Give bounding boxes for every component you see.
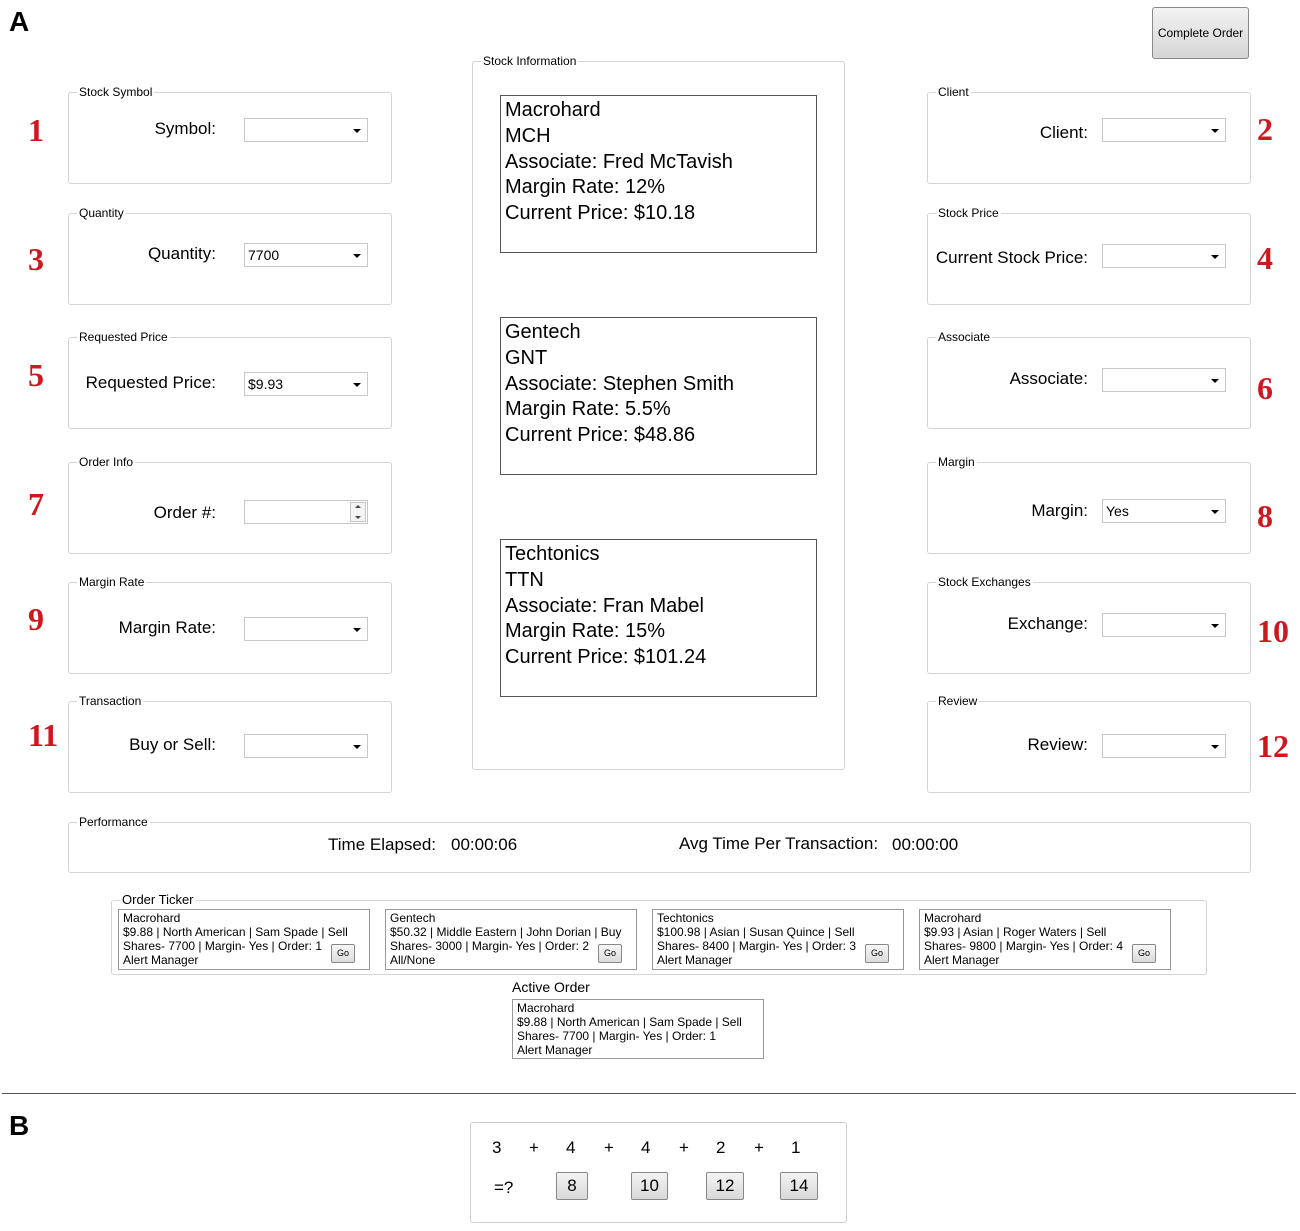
time-elapsed-label: Time Elapsed: [328,835,437,854]
stock-card-techtonics [500,539,817,697]
plus-sign: + [754,1138,764,1157]
group-legend: Stock Information [483,54,577,68]
chevron-down-icon [353,129,361,133]
stock-margin-rate: Margin Rate: 12% [505,176,666,199]
ticker-line: $9.93 | Asian | Roger Waters | Sell [924,925,1107,939]
stock-current-price: Current Price: $48.86 [505,424,696,447]
field-number-11: 11 [28,717,59,753]
plus-sign: + [529,1138,539,1157]
performance-group [68,815,1251,873]
answer-button-10[interactable]: 10 [631,1172,668,1200]
complete-order-button[interactable]: Complete Order [1152,7,1249,59]
plus-sign: + [604,1138,614,1157]
group-legend: Margin Rate [79,575,145,589]
field-number-8: 8 [1257,498,1273,534]
field-number-5: 5 [28,357,44,393]
combo-value: Yes [1106,503,1129,519]
answer-button-8[interactable]: 8 [556,1172,588,1200]
ticker-order-1 [118,909,370,970]
ticker-line: Shares- 8400 | Margin- Yes | Order: 3 [657,939,857,953]
caret-up-icon [355,505,361,508]
ticker-line: Shares- 3000 | Margin- Yes | Order: 2 [390,939,590,953]
active-order-line: Shares- 7700 | Margin- Yes | Order: 1 [517,1029,717,1043]
group-legend: Stock Symbol [79,85,153,99]
active-order-card [512,999,764,1059]
go-button[interactable]: Go [865,944,889,963]
go-button[interactable]: Go [598,944,622,963]
review-label: Review: [1027,735,1088,754]
combo-value: $9.93 [248,376,284,392]
group-legend: Stock Price [938,206,999,220]
stock-card-macrohard [500,95,817,253]
stock-current-price: Current Price: $10.18 [505,202,696,225]
equation-prompt: =? [494,1178,514,1197]
field-number-3: 3 [28,241,44,277]
avg-time-label: Avg Time Per Transaction: [679,834,879,853]
active-order-line: $9.88 | North American | Sam Spade | Sell [517,1015,742,1029]
equation-token: 2 [716,1138,726,1157]
associate-label: Associate: [1009,369,1088,388]
field-number-4: 4 [1257,240,1273,276]
equation-token: 1 [791,1138,801,1157]
panel-divider [2,1093,1296,1094]
chevron-down-icon [353,383,361,387]
requested-price-select[interactable] [244,372,368,396]
ticker-line: Shares- 7700 | Margin- Yes | Order: 1 [123,939,323,953]
associate-select[interactable] [1102,368,1226,392]
current-stock-price-select[interactable] [1102,244,1226,268]
field-number-10: 10 [1257,613,1289,649]
chevron-down-icon [353,745,361,749]
review-select[interactable] [1102,734,1226,758]
stock-margin-rate: Margin Rate: 15% [505,620,666,643]
client-label: Client: [1039,123,1088,142]
quantity-label: Quantity: [147,244,216,263]
avg-time-value: 00:00:00 [892,835,959,854]
margin-label: Margin: [1031,501,1088,520]
requested-price-label: Requested Price: [85,373,216,392]
group-legend: Transaction [79,694,142,708]
ticker-order-4 [919,909,1171,970]
panel-label-b: B [9,1110,30,1141]
stock-name: Gentech [505,321,581,343]
buy-or-sell-label: Buy or Sell: [129,735,216,754]
stock-current-price: Current Price: $101.24 [505,646,707,669]
equation-token: 3 [492,1138,502,1157]
group-legend: Order Ticker [122,892,194,907]
field-number-2: 2 [1257,111,1273,147]
margin-select[interactable] [1102,499,1226,523]
stock-margin-rate: Margin Rate: 5.5% [505,398,671,421]
stock-associate: Associate: Stephen Smith [505,372,735,395]
exchange-label: Exchange: [1007,614,1088,633]
current-stock-price-label: Current Stock Price: [935,248,1088,267]
ticker-order-2 [385,909,637,970]
ticker-line: Gentech [390,911,436,925]
chevron-down-icon [1211,255,1219,259]
ticker-line: All/None [390,953,436,967]
chevron-down-icon [1211,129,1219,133]
ticker-line: Macrohard [123,911,181,925]
caret-down-icon [355,516,361,519]
go-button[interactable]: Go [1132,944,1156,963]
stock-associate: Associate: Fran Mabel [505,594,704,617]
plus-sign: + [679,1138,689,1157]
stock-name: Macrohard [505,99,601,121]
ticker-line: Shares- 9800 | Margin- Yes | Order: 4 [924,939,1124,953]
panel-label-a: A [9,6,30,37]
stock-symbol: GNT [505,346,548,369]
ticker-line: $50.32 | Middle Eastern | John Dorian | Buy [390,925,622,939]
group-legend: Order Info [79,455,134,469]
group-legend: Client [938,85,969,99]
stock-card-gentech [500,317,817,475]
buy-or-sell-select[interactable] [244,734,368,758]
chevron-down-icon [1211,379,1219,383]
ticker-line: $100.98 | Asian | Susan Quince | Sell [657,925,855,939]
order-number-stepper[interactable] [244,500,368,524]
quantity-select[interactable] [244,243,368,267]
stock-name: Techtonics [505,543,600,565]
field-number-9: 9 [28,601,44,637]
ticker-line: Macrohard [924,911,982,925]
ticker-line: Alert Manager [924,953,1000,967]
stock-symbol: MCH [505,124,551,147]
chevron-down-icon [1211,510,1219,514]
symbol-select[interactable] [244,118,368,142]
stock-associate: Associate: Fred McTavish [505,150,733,173]
ticker-line: Alert Manager [657,953,733,967]
active-order-line: Macrohard [517,1001,575,1015]
combo-value: 7700 [248,247,280,263]
group-legend: Associate [938,330,991,344]
active-order-title: Active Order [512,979,590,995]
margin-rate-label: Margin Rate: [118,618,216,637]
ticker-order-3 [652,909,904,970]
ticker-line: Techtonics [657,911,714,925]
client-select[interactable] [1102,118,1226,142]
equation-token: 4 [566,1138,576,1157]
field-number-6: 6 [1257,370,1273,406]
answer-button-14[interactable]: 14 [780,1172,818,1200]
chevron-down-icon [1211,745,1219,749]
ticker-line: $9.88 | North American | Sam Spade | Sell [123,925,348,939]
group-legend: Performance [79,815,148,829]
go-button[interactable]: Go [331,944,355,963]
answer-button-12[interactable]: 12 [706,1172,744,1200]
margin-rate-select[interactable] [244,617,368,641]
exchange-select[interactable] [1102,613,1226,637]
chevron-down-icon [353,628,361,632]
equation-token: 4 [641,1138,651,1157]
stepper-buttons[interactable] [350,502,366,522]
group-legend: Quantity [79,206,124,220]
symbol-label: Symbol: [154,119,216,138]
field-number-12: 12 [1257,728,1289,764]
group-legend: Review [938,694,978,708]
field-number-1: 1 [28,112,44,148]
group-legend: Requested Price [79,330,168,344]
chevron-down-icon [1211,624,1219,628]
ticker-line: Alert Manager [123,953,199,967]
order-number-label: Order #: [153,503,216,522]
group-legend: Stock Exchanges [938,575,1031,589]
chevron-down-icon [353,254,361,258]
stock-symbol: TTN [505,568,544,591]
active-order-line: Alert Manager [517,1043,593,1057]
time-elapsed-value: 00:00:06 [451,835,518,854]
group-legend: Margin [938,455,975,469]
field-number-7: 7 [28,486,44,522]
